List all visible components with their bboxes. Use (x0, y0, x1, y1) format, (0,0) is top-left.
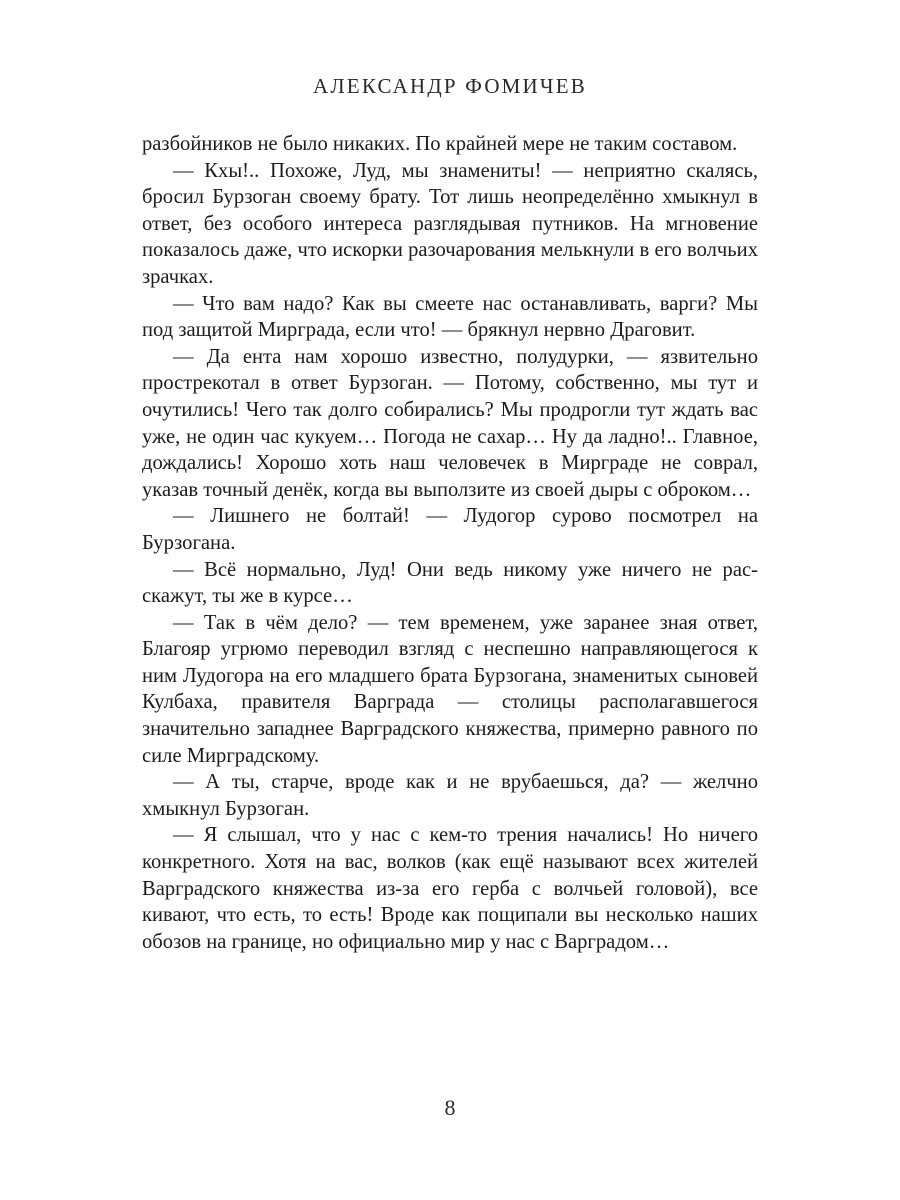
paragraph: — Кхы!.. Похоже, Луд, мы знамениты! — неприятно скалясь, бросил Бурзоган своему брату. Тот лишь неопределённо хмыкнул в ответ, без особого интереса разглядывая путников. На мгновение показалось даже, что искорки разочарования мелькнули в его волчьих зрачках. (142, 159, 758, 288)
paragraph: — А ты, старче, вроде как и не врубаешься, да? — желчно хмыкнул Бурзоган. (142, 771, 758, 820)
paragraph: — Лишнего не болтай! — Лудогор сурово посмотрел на Бурзогана. (142, 505, 758, 554)
paragraph-continuation: разбойников не было никаких. По крайней мере не таким составом. (142, 133, 738, 155)
running-header: АЛЕКСАНДР ФОМИЧЕВ (313, 74, 587, 98)
paragraph: — Всё нормально, Луд! Они ведь никому уже ничего не расскажут, ты же в курсе… (142, 558, 758, 608)
paragraph: — Я слышал, что у нас с кем-то трения начались! Но ничего конкретного. Хотя на вас, волков (как ещё называют всех жителей Варградского княжества из-за его герба с волчьей головой), все кивают, что есть, то есть! Вроде как пощипали вы несколько наших обозов на границе, но официально мир у нас с Варградом… (142, 824, 758, 953)
paragraph: — Да ента нам хорошо известно, полудурки, — язвительно прострекотал в ответ Бурзоган. — Потому, собственно, мы тут и очутились! Чего так долго собирались? Мы продрогли тут ждать вас уже, не один час кукуем… Погода не сахар… Ну да ладно!.. Главное, дождались! Хорошо хоть наш человечек в Мирграде не соврал, указав точный денёк, когда вы выползите из своей дыры с оброком… (142, 345, 758, 501)
page-number: 8 (444, 1095, 456, 1120)
paragraph: — Так в чём дело? — тем временем, уже заранее зная ответ, Благояр угрюмо переводил взгляд с неспешно направляющегося к ним Лудогора на его младшего брата Бурзогана, знаменитых сыновей Кулбаха, правителя Варграда — столицы располагавшегося значительно западнее Варградского княжества, примерно равного по силе Мирградскому. (142, 611, 758, 767)
page-body (142, 131, 758, 955)
paragraph: — Что вам надо? Как вы смеете нас останавливать, варги? Мы под защитой Мирграда, если что! — брякнул нервно Драговит. (142, 292, 758, 342)
